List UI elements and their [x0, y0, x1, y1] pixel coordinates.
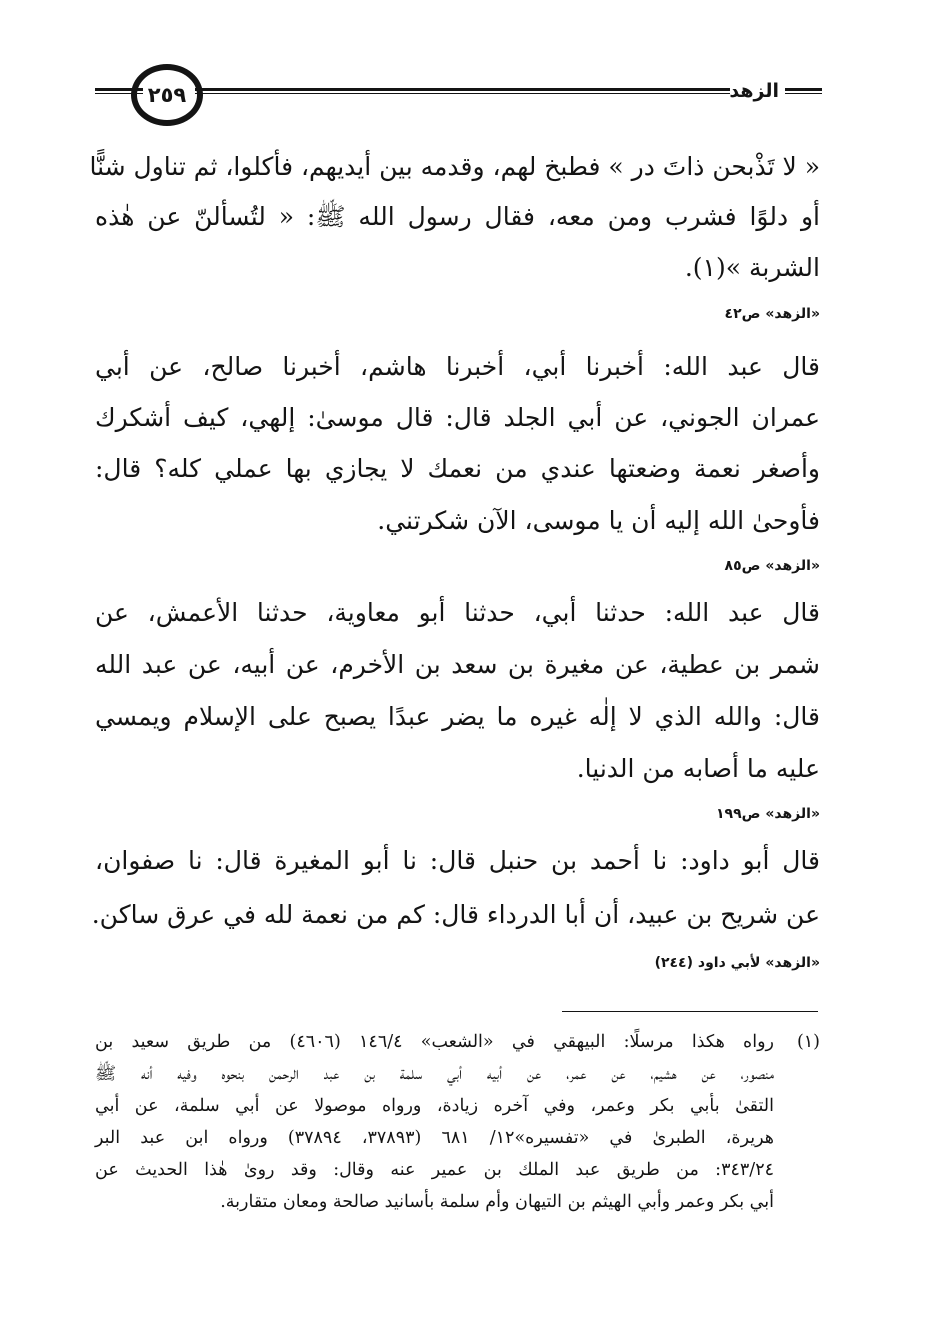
body-line: عن شريح بن عبيد، أن أبا الدرداء قال: كم من نعمة لله في عرق ساكن.: [91, 900, 820, 929]
footnote-line: هريرة، الطبرىٰ في «تفسيره»١٢/ ٦٨١ (٣٧٨٩٣، ٣٧٨٩٤) ورواه ابن عبد البر: [95, 1128, 775, 1148]
body-line: « لا تَذْبحن ذاتَ در » فطبخ لهم، وقدمه بين أيديهم، فأكلوا، ثم تناول شنًّا: [89, 152, 820, 181]
body-line: فأوحىٰ الله إليه أن يا موسى، الآن شكرتني.: [377, 506, 820, 535]
running-title: الزهد: [729, 80, 779, 102]
header-rule-right: [785, 88, 822, 94]
footnote-line: أبي بكر وعمر وأبي الهيثم بن التيهان وأم سلمة بأسانيد صالحة ومعان متقاربة.: [220, 1192, 774, 1212]
body-line: أو دلوًا فشرب ومن معه، فقال رسول الله ﷺ: « لتُسألنّ عن هٰذه: [95, 202, 820, 231]
body-line: عمران الجوني، عن أبي الجلد قال: قال موسىٰ: إلهي، كيف أشكرك: [95, 403, 820, 432]
body-line: الشربة »(١).: [684, 253, 820, 282]
body-line: قال أبو داود: نا أحمد بن حنبل قال: نا أبو المغيرة قال: نا صفوان،: [95, 846, 820, 875]
body-line: عليه ما أصابه من الدنيا.: [576, 754, 820, 783]
page-number-badge: [131, 64, 203, 126]
footnote-marker: (١): [796, 1032, 820, 1052]
source-citation: «الزهد» ص٨٥: [724, 558, 820, 574]
running-header: [95, 58, 822, 146]
body-line: قال: والله الذي لا إلٰه غيره ما يضر عبدًا يصبح على الإسلام ويمسي: [95, 702, 820, 731]
body-line: قال عبد الله: حدثنا أبي، حدثنا أبو معاوية، حدثنا الأعمش، عن: [95, 598, 820, 627]
source-citation: «الزهد» لأبي داود (٢٤٤): [654, 955, 820, 971]
footnote-separator: [562, 1011, 818, 1012]
header-rule-middle: [195, 88, 730, 94]
footnote-line: ٣٤٣/٢٤: من طريق عبد الملك بن عمير عنه وقال: وقد روىٰ هٰذا الحديث عن: [95, 1160, 774, 1180]
page-number: ٢٥٩: [147, 83, 187, 107]
footnote-line: منصور، عن هشيم، عن عمر، عن أبيه أبي سلمة بن عبد الرحمن بنحوه وفيه أنه ﷺ: [95, 1064, 774, 1084]
footnote-line: رواه هكذا مرسلًا: البيهقي في «الشعب» ١٤٦/٤ (٤٦٠٦) من طريق سعيد بن: [95, 1032, 774, 1052]
body-line: وأصغر نعمة وضعتها عندي من نعمك لا يجازي بها عملي كله؟ قال:: [95, 454, 821, 483]
body-line: قال عبد الله: أخبرنا أبي، أخبرنا هاشم، أخبرنا صالح، عن أبي: [95, 352, 820, 381]
source-citation: «الزهد» ص٤٢: [724, 306, 820, 322]
footnote-line: التقىٰ بأبي بكر وعمر، وفي آخره زيادة، ورواه موصولا عن أبي سلمة، عن أبي: [95, 1096, 774, 1116]
body-line: شمر بن عطية، عن مغيرة بن سعد بن الأخرم، عن أبيه، عن عبد الله: [95, 650, 820, 679]
source-citation: «الزهد» ص١٩٩: [716, 806, 820, 822]
